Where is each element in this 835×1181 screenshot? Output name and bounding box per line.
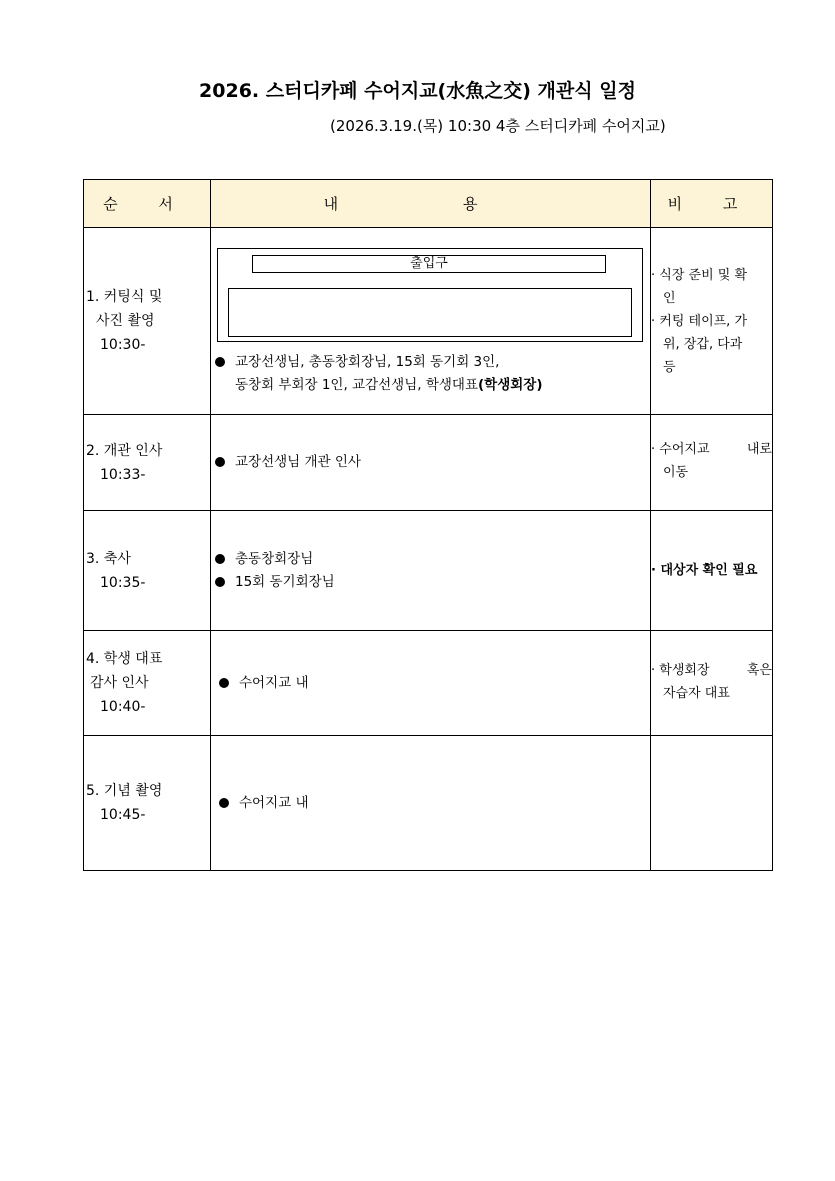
schedule-table: [83, 179, 773, 871]
note-cell: · 학생회장 혹은 자습자 대표: [651, 631, 773, 736]
column-header-content: 내 용: [211, 180, 651, 228]
note-cell: · 수어지교 내로 이동: [651, 415, 773, 511]
bullet-icon: [219, 678, 229, 688]
content-cell: [211, 736, 651, 871]
order-cell: 5. 기념 촬영 10:45-: [84, 736, 211, 871]
table-row: [84, 511, 773, 631]
bullet-icon: [219, 798, 229, 808]
page-title: 2026. 스터디카페 수어지교(水魚之交) 개관식 일정: [199, 80, 636, 102]
page-subtitle: (2026.3.19.(목) 10:30 4층 스터디카페 수어지교): [330, 117, 666, 135]
content-cell: [211, 228, 651, 415]
note-cell: [651, 736, 773, 871]
list-item: 동창회 부회장 1인, 교감선생님, 학생대표(학생회장): [235, 377, 543, 393]
column-header-note: 비 고: [651, 180, 773, 228]
list-item: 15회 동기회장님: [211, 571, 650, 594]
list-item: 수어지교 내: [211, 792, 650, 815]
entrance-label: 출입구: [252, 255, 606, 273]
column-header-order: 순 서: [84, 180, 211, 228]
table-row: [84, 415, 773, 511]
bullet-icon: [215, 554, 225, 564]
order-cell: 1. 커팅식 및 사진 촬영 10:30-: [84, 228, 211, 415]
note-cell: · 대상자 확인 필요: [651, 511, 773, 631]
list-item: 수어지교 내: [211, 672, 650, 695]
list-item: 교장선생님 개관 인사: [211, 451, 650, 474]
bullet-icon: [215, 457, 225, 467]
table-row: [84, 631, 773, 736]
bullet-icon: [215, 357, 225, 367]
content-cell: [211, 631, 651, 736]
bullet-icon: [215, 577, 225, 587]
list-item: 총동창회장님: [211, 548, 650, 571]
content-cell: [211, 511, 651, 631]
table-row: [84, 228, 773, 415]
order-cell: 3. 축사 10:35-: [84, 511, 211, 631]
note-cell: · 식장 준비 및 확 인 · 커팅 테이프, 가 위, 장갑, 다과 등: [651, 228, 773, 415]
content-cell: [211, 415, 651, 511]
ribbon-box: [228, 288, 632, 337]
table-header-row: [84, 180, 773, 228]
list-item: 교장선생님, 총동창회장님, 15회 동기회 3인,: [211, 351, 647, 374]
order-cell: 2. 개관 인사 10:33-: [84, 415, 211, 511]
table-row: [84, 736, 773, 871]
order-cell: 4. 학생 대표 감사 인사 10:40-: [84, 631, 211, 736]
layout-diagram: [217, 248, 643, 342]
